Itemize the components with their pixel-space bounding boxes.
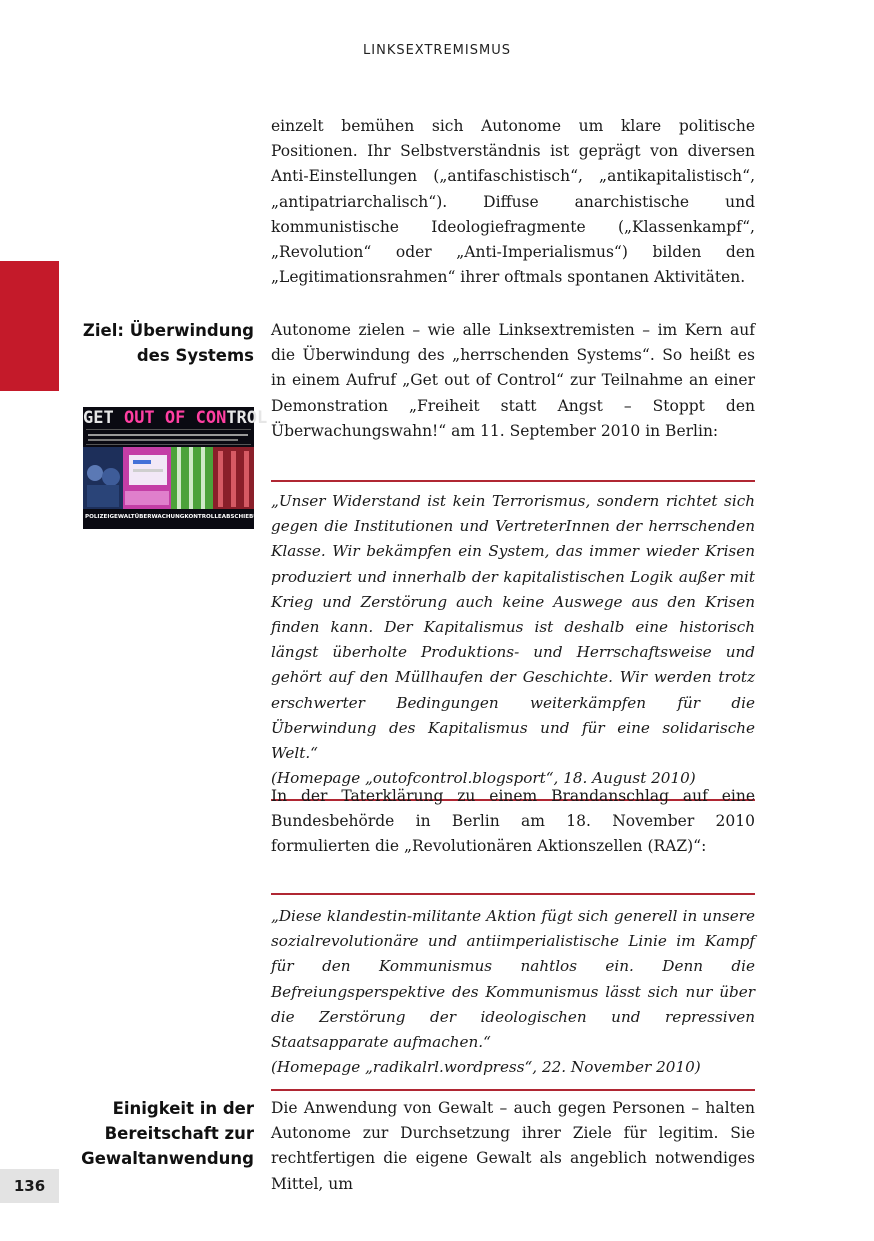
- poster-panel-deportation: [213, 447, 254, 509]
- quote-2-source: (Homepage „radikalrl.wordpress“, 22. November 2010): [271, 1058, 701, 1077]
- poster-labels: [83, 510, 268, 524]
- paragraph-3-container: [271, 784, 755, 860]
- poster-subtitle-band: [86, 429, 251, 445]
- margin-heading-violence: [60, 1096, 254, 1172]
- paragraph-3: In der Taterklärung zu einem Brandanschlag auf eine Bundesbehörde in Berlin am 18. November 2010 formulierten die „Revolutionären Aktionszellen (RAZ)“:: [271, 787, 755, 856]
- chapter-marker-tab: [0, 261, 59, 391]
- paragraph-1: einzelt bemühen sich Autonome um klare politische Positionen. Ihr Selbstverständnis ist geprägt von diversen Anti-Einstellungen („antifaschistisch“, „antikapitalistisch“, „antipatriarchalisch“). Diffuse anarchistische und kommunistische Ideologiefragmente („Klassenkampf“, „Revolution“ oder „Anti-Imperialismus“) bilden den „Legitimationsrahmen“ ihrer oftmals spontanen Aktivitäten.: [271, 117, 755, 287]
- margin-heading-violence-line-3: Gewaltanwendung: [81, 1149, 254, 1169]
- running-head: LINKSEXTREMISMUS: [363, 43, 511, 58]
- paragraph-4-container: [271, 1096, 755, 1197]
- poster-title: GET OUT OF CONTROL: [83, 408, 268, 428]
- quote-block-2: [271, 893, 755, 1091]
- margin-heading-violence-line-2: Bereitschaft zur: [104, 1124, 254, 1144]
- quote-1-source: (Homepage „outofcontrol.blogsport“, 18. August 2010): [271, 769, 696, 788]
- poster-panel-surveillance: [123, 447, 171, 509]
- poster-panel-control: [171, 447, 213, 509]
- paragraph-2-container: [271, 318, 755, 444]
- paragraph-4: Die Anwendung von Gewalt – auch gegen Personen – halten Autonome zur Durchsetzung ihrer Ziele für legitim. Sie rechtfertigen die eigene Gewalt als angeblich notwendiges Mittel, um: [271, 1099, 755, 1193]
- quote-block-1: [271, 480, 755, 801]
- poster-label-2: ÜBERWACHUNG: [134, 514, 185, 520]
- demo-poster-image: [83, 407, 268, 529]
- margin-heading-goal-line-2: des Systems: [136, 346, 254, 366]
- poster-panel-police: [83, 447, 123, 509]
- poster-label-4: ABSCHIEBUNG: [221, 514, 268, 520]
- margin-heading-goal-line-1: Ziel: Überwindung: [82, 321, 254, 340]
- page-number: 136: [0, 1169, 59, 1203]
- poster-label-3: KONTROLLE: [184, 514, 222, 520]
- paragraph-1-container: [271, 114, 755, 290]
- margin-heading-violence-line-1: Einigkeit in der: [112, 1099, 254, 1118]
- quote-1-text: „Unser Widerstand ist kein Terrorismus, sondern richtet sich gegen die Institutionen und VertreterInnen der herrschenden Klasse. Wir bekämpfen ein System, das immer wieder Krisen produziert und innerhalb der kapitalistischen Logik außer mit Krieg und Zerstörung auch keine Auswege aus den Krisen finden kann. Der Kapitalismus ist deshalb eine historisch längst überholte Produktions- und Herrschaftsweise und gehört auf den Müllhaufen der Geschichte. Wir werden trotz erschwerter Bedingungen weiterkämpfen für die Überwindung des Kapitalismus und für eine solidarische Welt.“: [271, 492, 755, 763]
- poster-label-1: POLIZEIGEWALT: [85, 514, 135, 520]
- margin-heading-goal: [60, 318, 254, 368]
- quote-2-text: „Diese klandestin-militante Aktion fügt sich generell in unsere sozialrevolutionäre und antiimperialistische Linie im Kampf für den Kommunismus nahtlos ein. Denn die Befreiungsperspektive des Kommunismus lässt sich nur über die Zerstörung der ideologischen und repressiven Staatsapparate aufmachen.“: [271, 907, 755, 1052]
- paragraph-2: Autonome zielen – wie alle Linksextremisten – im Kern auf die Überwindung des „herrschenden Systems“. So heißt es in einem Aufruf „Get out of Control“ zur Teilnahme an einer Demonstration „Freiheit statt Angst – Stoppt den Überwachungswahn!“ am 11. September 2010 in Berlin:: [271, 321, 755, 440]
